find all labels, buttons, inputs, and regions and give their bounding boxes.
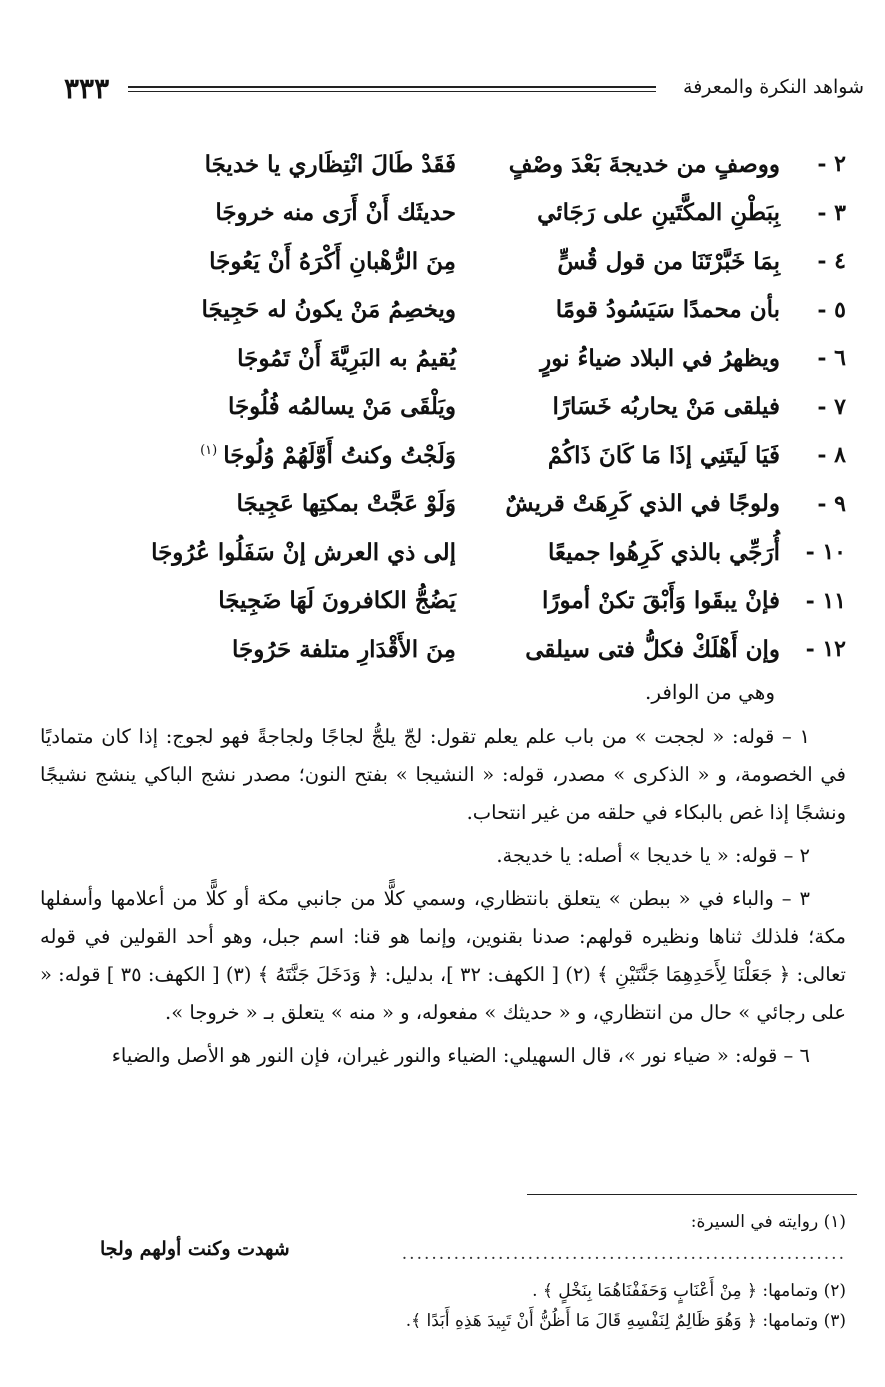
verse-number: ٨ - [817,442,846,469]
verse-first-hemistich: بِبَطْنِ المكَّتَينِ على رَجَائي [537,199,780,227]
verse-number: ٣ - [817,199,846,226]
verse-number: ١٢ - [805,636,846,663]
verse-number: ٥ - [817,296,846,323]
verse [118,334,846,383]
commentary [40,718,846,1080]
verse-number: ٦ - [817,345,846,372]
footnote-2: (٢) وتمامها: ﴿ مِنْ أَعْنَابٍ وَحَفَفْنَاهُمَا بِنَخْلٍ ﴾ . [532,1281,846,1301]
footnote-1-verse-line [40,1238,846,1276]
verse-first-hemistich: بِمَا خَبَّرْتَنَا من قول قُسٍّ [557,247,780,275]
verse-first-hemistich: بأن محمدًا سَيَسُودُ قومًا [555,296,780,324]
verse-second-hemistich: ويَلْقَى مَنْ يسالمُه فُلُوجَا [227,393,456,421]
meter-note: وهي من الوافر. [644,680,775,704]
verse [118,237,846,286]
footnote-ref: (١) [200,443,218,459]
verse-second-hemistich: وَلَجْتُ وكنتُ أَوَّلَهُمْ وُلُوجَا$^{(١)}$ [200,441,456,469]
verse [118,528,846,577]
verse-number: ٤ - [817,248,846,275]
verse-second-hemistich: وَلَوْ عَجَّتْ بمكتِها عَجِيجَا [236,490,456,518]
running-header [64,74,864,104]
verse-second-hemistich: حديثَك أَنْ أَرَى منه خروجَا [215,199,456,227]
poem [118,140,846,674]
commentary-paragraph: ٣ – والباء في « ببطن » يتعلق بانتظاري، وسمي كلًّا من جانبي مكة أو كلًّا من أعلامها وأسفلها مكة؛ فلذلك ثناها ونظيره قولهم: صدنا بقنوين، وإنما هو قنا: اسم جبل، وهو أحد القولين في قوله تعالى: ﴿ جَعَلْنَا لِأَحَدِهِمَا جَنَّتَيْنِ ﴾ (٢) [ الكهف: ٣٢ ]، بدليل: ﴿ وَدَخَلَ جَنَّتَهُ ﴾ (٣) [ الكهف: ٣٥ ] قوله: « على رجائي » حال من انتظاري، و « حديثك » مفعوله، و « منه » يتعلق بـ « خروجا ». [40,887,846,1024]
footnote-3: (٣) وتمامها: ﴿ وَهُوَ ظَالِمٌ لِنَفْسِهِ قَالَ مَا أَظُنُّ أَنْ تَبِيدَ هَذِهِ أَبَدًا ﴾. [405,1311,846,1331]
verse-first-hemistich: ويظهرُ في البلاد ضياءُ نورٍ [540,344,780,372]
footnote-rule [527,1194,857,1195]
verse-first-hemistich: ووصفٍ من خديجةَ بَعْدَ وصْفٍ [508,150,780,178]
footnote-1-label: (١) روايته في السيرة: [690,1212,846,1232]
verse-first-hemistich: فيلقى مَنْ يحاربُه خَسَارًا [552,393,780,421]
verse-second-hemistich: ويخصِمُ مَنْ يكونُ له حَجِيجَا [201,296,456,324]
verse-first-hemistich: وإن أَهْلَكْ فكلُّ فتى سيلقى [525,635,780,663]
commentary-paragraph: ١ – قوله: « لججت » من باب علم يعلم تقول: لجّ يلجُّ لجاجًا ولجاجةً فهو لجوج: إذا كان متماديًا في الخصومة، و « الذكرى » مصدر، قوله: « النشيجا » بفتح النون؛ مصدر نشج الباكي ينشج نشيجًا ونشجًا إذا غص بالبكاء في حلقه من غير انتحاب. [40,725,846,824]
verse [118,625,846,674]
verse-second-hemistich: إلى ذي العرش إنْ سَفَلُوا عُرُوجَا [151,538,456,566]
page-number: ٣٣٣ [64,72,110,105]
verse-number: ٧ - [817,393,846,420]
verse [118,189,846,238]
verse-second-hemistich: فَقَدْ طَالَ انْتِظَاري يا خديجَا [204,150,456,178]
footnote-1-dots: ............................................................ [401,1244,846,1264]
verse [118,383,846,432]
verse-number: ٩ - [817,490,846,517]
verse [118,286,846,335]
verse-first-hemistich: فإنْ يبقَوا وَأَبْقَ تكنْ أمورًا [542,587,780,615]
verse [118,577,846,626]
verse-second-hemistich: مِنَ الأَقْدَارِ متلفة حَرُوجَا [231,635,456,663]
verse-first-hemistich: ولوجًا في الذي كَرِهَتْ قريشٌ [505,490,780,518]
verse-number: ٢ - [817,151,846,178]
footnotes [40,1206,846,1336]
verse [118,480,846,529]
header-rule [128,86,656,92]
commentary-paragraph: ٦ – قوله: « ضياء نور »، قال السهيلي: الضياء والنور غيران، فإن النور هو الأصل والضياء [111,1044,810,1067]
running-title: شواهد النكرة والمعرفة [683,76,864,98]
verse [118,431,846,480]
verse-number: ١٠ - [805,539,846,566]
verse-second-hemistich: يُقيمُ به البَرِيَّةَ أَنْ تَمُوجَا [237,344,456,372]
commentary-paragraph: ٢ – قوله: « يا خديجا » أصله: يا خديجة. [496,844,810,867]
verse-second-hemistich: يَضُجُّ الكافرونَ لَهَا ضَجِيجَا [218,587,456,615]
footnote-1-verse: شهدت وكنت أولهم ولجا [100,1238,290,1260]
verse [118,140,846,189]
verse-second-hemistich: مِنَ الرُّهْبانِ أَكْرَهُ أَنْ يَعُوجَا [209,247,456,275]
verse-number: ١١ - [805,587,846,614]
verse-first-hemistich: أُرَجِّي بالذي كَرِهُوا جميعًا [548,538,780,566]
verse-first-hemistich: فَيَا لَيتَنِي إذَا مَا كَانَ ذَاكُمْ [547,441,780,469]
